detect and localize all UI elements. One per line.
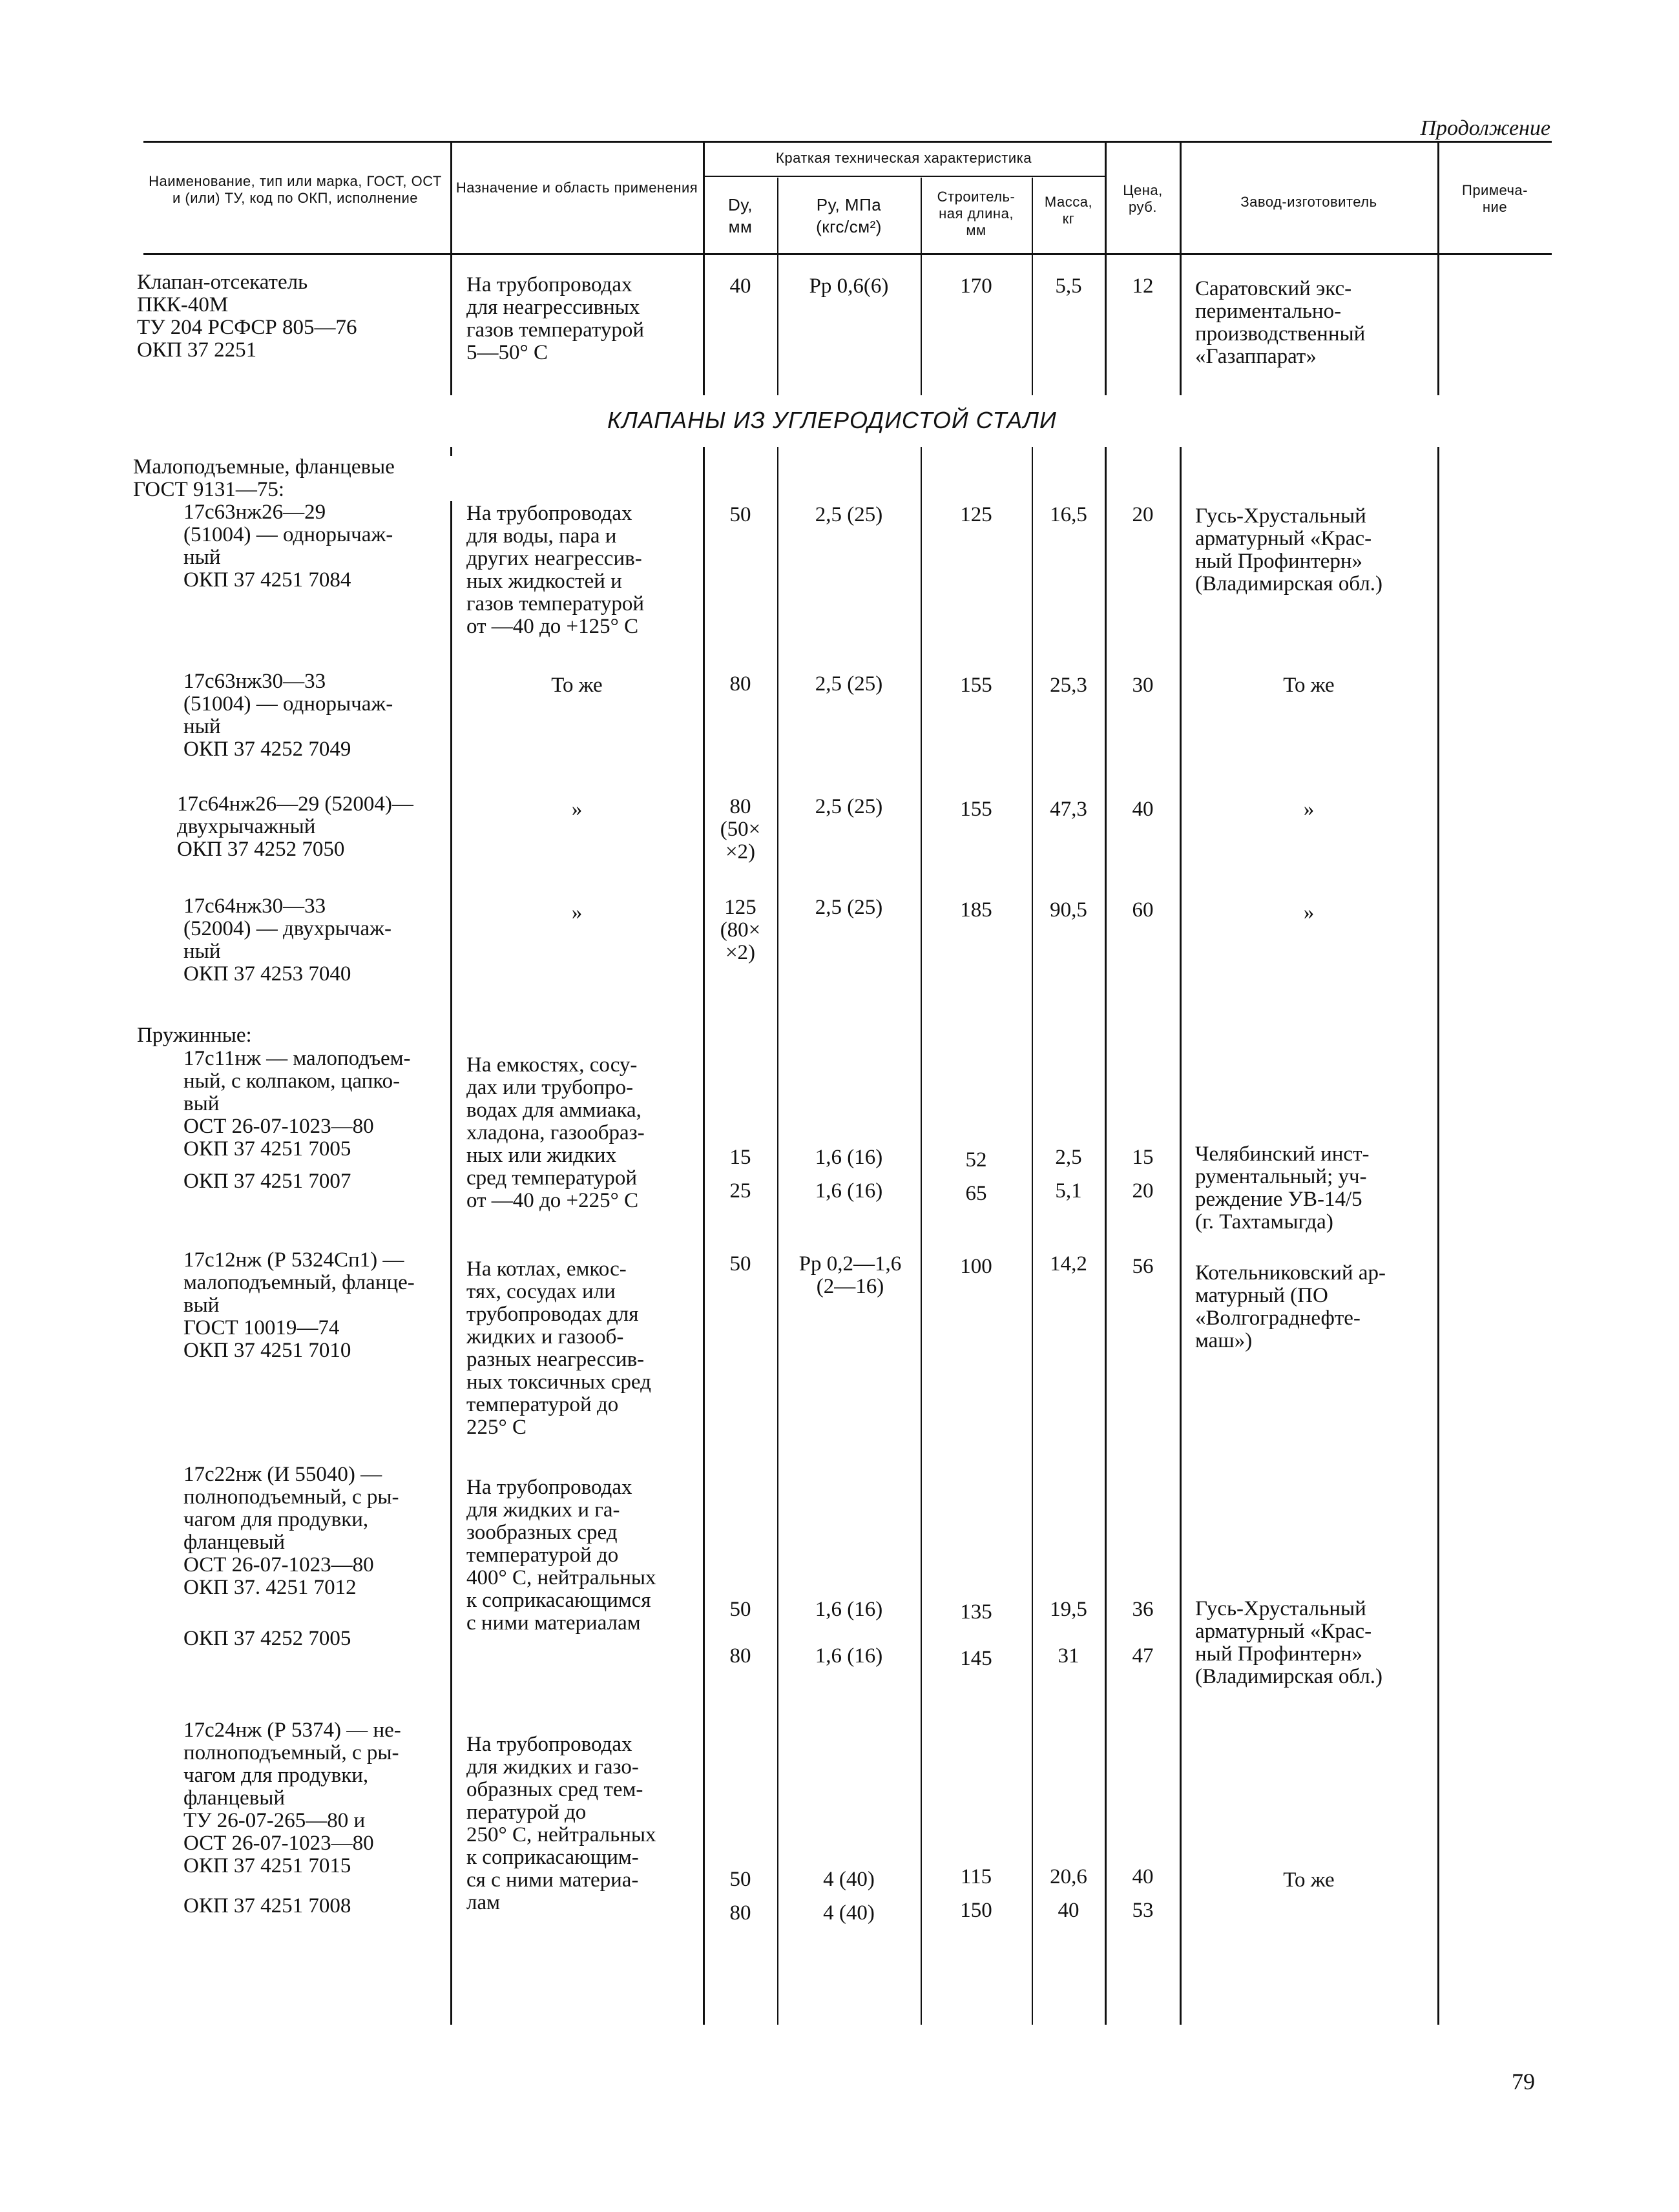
g1-r3-name: 17с64нж26—29 (52004)— двухрычажный ОКП 37 4252 7050	[177, 792, 413, 861]
g1-r3-pu: 2,5 (25)	[815, 795, 883, 818]
g2-r2-maker: Котельниковский ар- матурный (ПО «Волгограднефте- маш»)	[1195, 1261, 1386, 1352]
g1-r1-price: 20	[1132, 503, 1154, 526]
header-purpose: Назначение и область применения	[455, 180, 698, 196]
col-divider-4	[921, 178, 922, 2025]
g1-r4-mass: 90,5	[1050, 898, 1087, 922]
g1-r3-mass: 47,3	[1050, 798, 1087, 821]
table-top-rule	[143, 141, 1552, 143]
header-note: Примеча- ние	[1462, 182, 1528, 215]
g2-r4-name2: ОКП 37 4251 7008	[183, 1894, 351, 1917]
g2-r4-du: 50 80	[729, 1868, 751, 1925]
g2-r1-name2: ОКП 37 4251 7007	[183, 1170, 351, 1193]
row0-name: Клапан-отсекатель ПКК-40М ТУ 204 РСФСР 805—76 ОКП 37 2251	[137, 271, 357, 362]
g1-r1-purpose: На трубопроводах для воды, пара и других неагрессив- ных жидкостей и газов температурой от —40 до +125° С	[466, 502, 645, 638]
g1-r3-du: 80 (50× ×2)	[720, 795, 761, 863]
g1-r3-price: 40	[1132, 798, 1154, 821]
row0-maker: Саратовский экс- периментально- производственный «Газаппарат»	[1195, 277, 1366, 368]
header-length: Строитель- ная длина, мм	[937, 189, 1016, 238]
col-divider-3	[777, 178, 778, 2025]
header-mass: Масса, кг	[1044, 194, 1093, 227]
continuation-label: Продолжение	[1420, 116, 1550, 140]
g1-r2-du: 80	[729, 672, 751, 696]
g1-r2-maker: То же	[1283, 674, 1335, 697]
g1-r4-length: 185	[960, 898, 992, 922]
g1-r1-name: 17с63нж26—29 (51004) — однорычаж- ный ОКП 37 4251 7084	[183, 501, 393, 592]
g2-r3-price: 36 47	[1132, 1598, 1154, 1668]
g2-r1-purpose: На емкостях, сосу- дах или трубопро- водах для аммиака, хладона, газообраз- ных или жидких сред температурой от —40 до +225° С	[466, 1053, 645, 1212]
col-divider-5	[1032, 178, 1033, 2025]
g1-r3-purpose: »	[571, 798, 583, 821]
g2-r1-maker: Челябинский инст- рументальный; уч- реждение УВ-14/5 (г. Тахтамыгда)	[1195, 1142, 1370, 1234]
g2-r4-pu: 4 (40) 4 (40)	[823, 1868, 875, 1925]
g1-r2-length: 155	[960, 674, 992, 697]
row0-pu: Pp 0,6(6)	[809, 274, 889, 298]
row0-length: 170	[960, 274, 992, 298]
g1-r4-du: 125 (80× ×2)	[720, 896, 761, 964]
group1-title: Малоподъемные, фланцевые ГОСТ 9131—75:	[133, 456, 456, 501]
g2-r3-length: 135 145	[960, 1600, 992, 1670]
header-pu: Pу, МПа (кгс/см²)	[816, 195, 882, 236]
header-du: Dу, мм	[728, 195, 753, 236]
g2-r3-pu: 1,6 (16) 1,6 (16)	[815, 1598, 883, 1668]
g2-r3-name: 17с22нж (И 55040) — полноподъемный, с ры- чагом для продувки, фланцевый ОСТ 26-07-1023—80 ОКП 37. 4251 7012	[183, 1463, 399, 1599]
g2-r2-purpose: На котлах, емкос- тях, сосудах или трубопроводах для жидких и газооб- разных неагрессив- ных токсичных сред температурой до 225° С	[466, 1257, 651, 1439]
g1-r3-maker: »	[1303, 798, 1315, 821]
header-price: Цена, руб.	[1123, 182, 1163, 215]
header-name: Наименование, тип или марка, ГОСТ, ОСТ и (или) ТУ, код по ОКП, исполнение	[149, 173, 442, 206]
header-bottom-rule	[143, 253, 1552, 255]
g1-r1-pu: 2,5 (25)	[815, 503, 883, 526]
g2-r2-name: 17с12нж (Р 5324Сп1) — малоподъемный, фланце- вый ГОСТ 10019—74 ОКП 37 4251 7010	[183, 1248, 415, 1362]
row0-du: 40	[729, 274, 751, 298]
g2-r4-length: 115 150	[960, 1865, 992, 1922]
g2-r4-name: 17с24нж (Р 5374) — не- полноподъемный, с ры- чагом для продувки, фланцевый ТУ 26-07-265—80 и ОСТ 26-07-1023—80 ОКП 37 4251 7015	[183, 1719, 401, 1877]
g1-r4-pu: 2,5 (25)	[815, 896, 883, 919]
g2-r3-mass: 19,5 31	[1050, 1598, 1087, 1668]
header-tech: Краткая техническая характеристика	[776, 150, 1032, 166]
g2-r3-purpose: На трубопроводах для жидких и га- зообразных сред температурой до 400° С, нейтральных к соприкасающимся с ними материалам	[466, 1476, 656, 1635]
g2-r3-du: 50 80	[729, 1598, 751, 1668]
g1-r2-name: 17с63нж30—33 (51004) — однорычаж- ный ОКП 37 4252 7049	[183, 670, 393, 761]
g2-r1-mass: 2,5 5,1	[1055, 1146, 1082, 1203]
group2-title: Пружинные:	[137, 1024, 252, 1047]
g2-r1-pu: 1,6 (16) 1,6 (16)	[815, 1146, 883, 1203]
g1-r3-length: 155	[960, 798, 992, 821]
g2-r2-pu: Pp 0,2—1,6 (2—16)	[798, 1252, 902, 1298]
g1-r4-maker: »	[1303, 901, 1315, 924]
g1-r2-pu: 2,5 (25)	[815, 672, 883, 696]
g2-r4-mass: 20,6 40	[1050, 1865, 1087, 1922]
g1-r1-maker: Гусь-Хрустальный арматурный «Крас- ный Профинтерн» (Владимирская обл.)	[1195, 504, 1383, 595]
g2-r4-price: 40 53	[1132, 1865, 1154, 1922]
row0-mass: 5,5	[1055, 274, 1082, 298]
g1-r2-purpose: То же	[551, 674, 603, 697]
g2-r1-du: 15 25	[729, 1146, 751, 1203]
g1-r1-length: 125	[960, 503, 992, 526]
g2-r3-name2: ОКП 37 4252 7005	[183, 1627, 351, 1650]
page-number: 79	[1512, 2069, 1535, 2094]
header-maker: Завод-изготовитель	[1240, 194, 1377, 210]
row0-purpose: На трубопроводах для неагрессивных газов температурой 5—50° С	[466, 273, 645, 364]
g2-r3-maker: Гусь-Хрустальный арматурный «Крас- ный Профинтерн» (Владимирская обл.)	[1195, 1597, 1383, 1688]
g2-r4-purpose: На трубопроводах для жидких и газо- образных сред тем- пературой до 250° С, нейтральных к соприкасающим- ся с ними материа- лам	[466, 1733, 656, 1914]
g2-r1-name: 17с11нж — малоподъем- ный, с колпаком, цапко- вый ОСТ 26-07-1023—80 ОКП 37 4251 7005	[183, 1047, 411, 1161]
g2-r4-maker: То же	[1283, 1868, 1335, 1892]
g1-r1-du: 50	[729, 503, 751, 526]
g1-r2-price: 30	[1132, 674, 1154, 697]
g1-r2-mass: 25,3	[1050, 674, 1087, 697]
g2-r2-mass: 14,2	[1050, 1252, 1087, 1276]
g2-r1-price: 15 20	[1132, 1146, 1154, 1203]
row0-price: 12	[1132, 274, 1154, 298]
g1-r1-mass: 16,5	[1050, 503, 1087, 526]
g2-r2-du: 50	[729, 1252, 751, 1276]
tech-header-rule	[703, 176, 1105, 177]
g1-r4-purpose: »	[571, 901, 583, 924]
g2-r2-price: 56	[1132, 1255, 1154, 1278]
g2-r1-length: 52 65	[965, 1148, 987, 1205]
g2-r2-length: 100	[960, 1255, 992, 1278]
g1-r4-price: 60	[1132, 898, 1154, 922]
g1-r4-name: 17с64нж30—33 (52004) — двухрычаж- ный ОКП 37 4253 7040	[183, 894, 391, 986]
section-title: КЛАПАНЫ ИЗ УГЛЕРОДИСТОЙ СТАЛИ	[607, 407, 1057, 433]
